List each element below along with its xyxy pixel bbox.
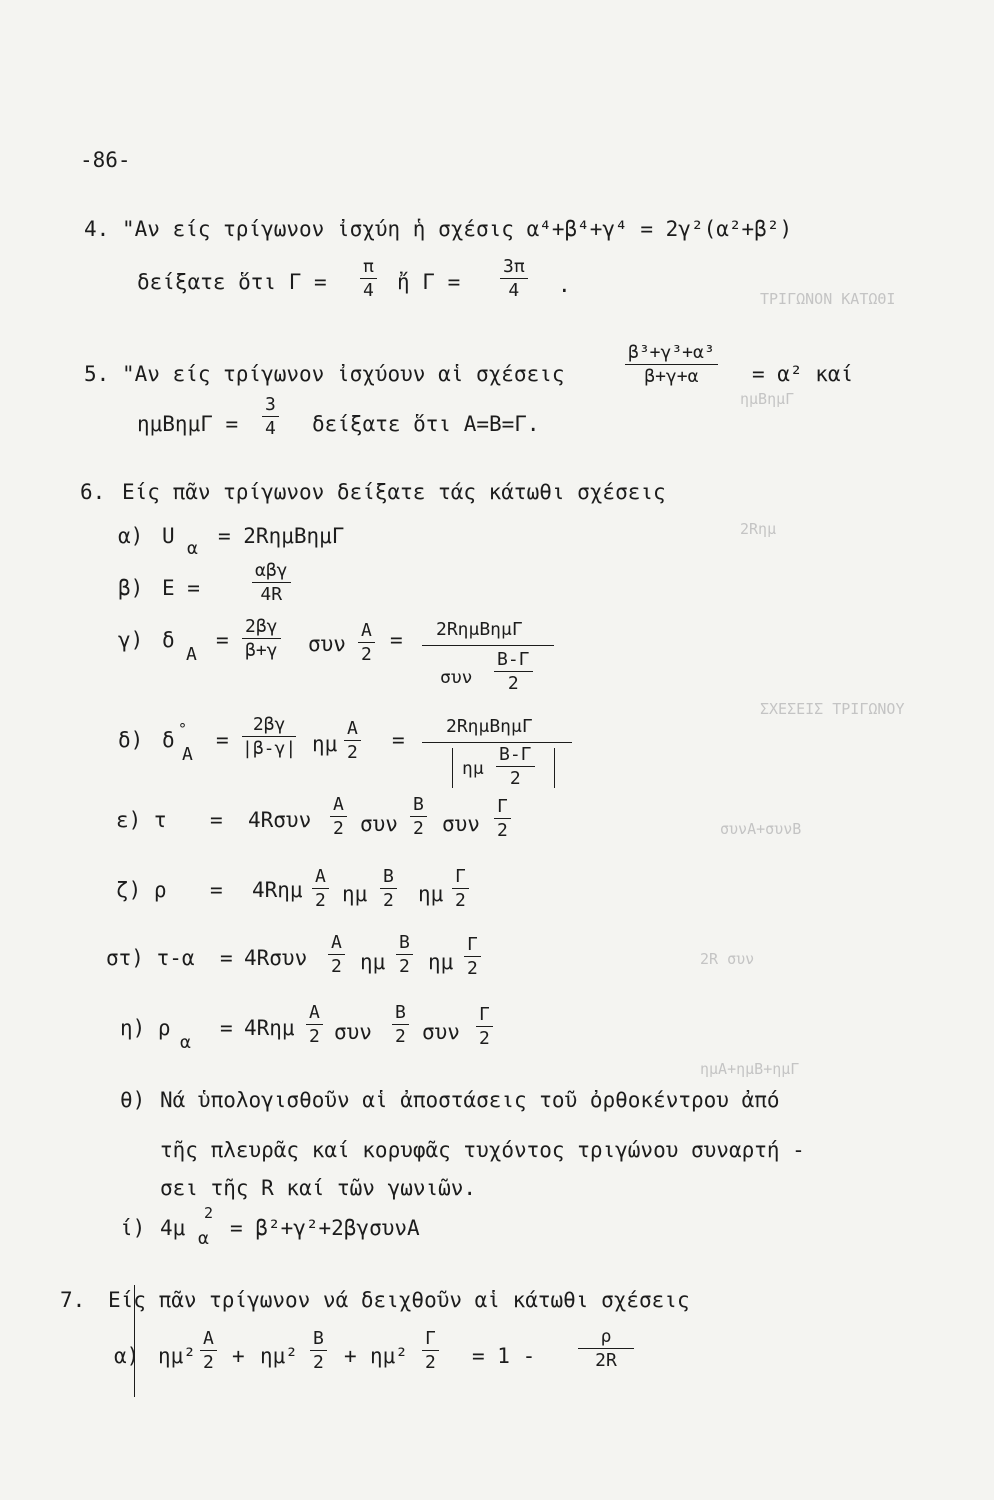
equals: =: [216, 628, 229, 652]
fraction: $\frac{B}{2}$: [392, 1004, 409, 1046]
fraction-numerator: 2RημΒημΓ: [446, 716, 533, 737]
subscript: Α: [182, 744, 193, 765]
item-label: ζ) ρ: [116, 878, 167, 902]
fraction: $\frac{\Gamma}{2}$: [464, 936, 481, 978]
problem-text: τῆς πλευρᾶς καί κορυφᾶς τυχόντος τριγώνου συναρτή -: [160, 1138, 805, 1162]
formula-term: 4Rημ: [252, 878, 303, 902]
fraction: $\frac{\Gamma}{2}$: [494, 798, 511, 840]
formula-term: 4Rσυν: [248, 808, 312, 832]
function: ημ: [360, 950, 386, 974]
item-label: δ): [118, 728, 144, 752]
subscript: Α: [186, 644, 197, 665]
fraction: $\frac{B-\Gamma}{2}$: [494, 651, 533, 693]
equals: =: [216, 728, 229, 752]
formula-lhs: U: [162, 524, 175, 548]
formula-lhs: 4μ: [160, 1216, 186, 1240]
fraction: $\frac{B}{2}$: [396, 934, 413, 976]
subscript: α: [198, 1228, 209, 1249]
item-label: στ) τ-α: [106, 946, 195, 970]
fraction: $\frac{\pi}{4}$: [360, 258, 377, 300]
item-label: α): [114, 1344, 140, 1368]
fraction: $\frac{A}{2}$: [358, 622, 375, 664]
abs-bar-right: [554, 748, 555, 788]
plus: +: [232, 1344, 245, 1368]
abs-bar-left: [452, 748, 453, 788]
fraction: $\frac{A}{2}$: [306, 1004, 323, 1046]
fraction: $\frac{A}{2}$: [200, 1330, 217, 1372]
fraction: αβγ 4R: [252, 562, 291, 604]
fraction: $\frac{\text{β³+γ³+α³}}{\beta+\gamma+\alpha}$: [625, 344, 718, 386]
function: συν: [440, 667, 473, 688]
item-label: γ): [118, 628, 144, 652]
scanned-page: ΤΡΙΓΩΝΟΝ ΚΑΤΩΘΙ ημΒημΓ 2Rημ ΣΧΕΣΕΙΣ ΤΡΙΓΩΝΟΥ συνΑ+συνΒ 2R συν ημΑ+ημΒ+ημΓ -86- 4. "Αν είς τρίγωνον ἰσχύη ἡ σχέσις α⁴+β⁴+γ⁴ = 2γ²(α²+β²) δείξατε ὅτι Γ = $\frac{\pi}{4}$ ἤ Γ = $\frac{3\pi}{4}$ . 5. "Αν είς τρίγωνον ἰσχύουν αἱ σχέσεις $\frac{\text{β³+γ³+α³}}{\beta+\gamma+\alpha}$ = α² καί ημΒημΓ = $\frac{3}{4}$ δείξατε ὅτι Α=Β=Γ. 6. Είς πᾶν τρίγωνον δείξατε τάς κάτωθι σχέσεις α) U α = 2RημΒημΓ β) Ε = αβγ 4R γ) δ Α = $\frac{2\beta\gamma}{\beta+\gamma}$ συν $\frac{A}{2}$ = 2RημΒημΓ συν $\frac{B-\Gamma}{2}$ δ) δ ° Α = $\frac{2\beta\gamma}{|\beta-\gamma|}$ ημ $\frac{A}{2}$ = 2RημΒημΓ ημ $\frac{B-\Gamma}{2}$ ε) τ = 4Rσυν $\frac{A}{2}$ συν $\frac{B}{2}$ συν $\frac{\Gamma}{2}$ ζ) ρ = 4Rημ $\frac{A}{2}$ ημ $\frac{B}{2}$ ημ $\frac{\Gamma}{2}$ στ) τ-α = 4Rσυν $\frac{A}{2}$ ημ $\frac{B}{2}$ ημ $\frac{\Gamma}{2}$ η) ρ α = 4Rημ $\frac{A}{2}$ συν $\frac{B}{2}$ συν $\frac{\Gamma}{2}$ θ) Νά ὑπολογισθοῦν αἱ ἀποστάσεις τοῦ ὀρθοκέντρου ἀπό τῆς πλευρᾶς καί κορυφᾶς τυχόντος τριγώνου συναρτή - σει τῆς R καί τῶν γωνιῶν. ί) 4μ 2 α = β²+γ²+2βγσυνΑ 7. Είς πᾶν τρίγωνον νά δειχθοῦν αἱ κάτωθι σχέσεις α) ημ² $\frac{A}{2}$ + ημ² $\frac{B}{2}$ + ημ² $\frac{\Gamma}{2}$ = 1 - $\frac{\rho}{2R}$: [0, 0, 994, 1500]
equals: =: [392, 728, 405, 752]
item-label: η) ρ: [120, 1016, 171, 1040]
equals: =: [390, 628, 403, 652]
formula-rhs: = 2RημΒημΓ: [218, 524, 345, 548]
problem-text: δείξατε ὅτι Α=Β=Γ.: [312, 412, 540, 436]
item-label: ε) τ: [116, 808, 167, 832]
function: ημ: [312, 732, 338, 756]
problem-number: 7.: [60, 1288, 86, 1312]
formula-lhs: Ε =: [162, 576, 200, 600]
formula-lhs: δ: [162, 728, 175, 752]
formula-lhs: δ: [162, 628, 175, 652]
superscript: 2: [204, 1204, 214, 1222]
fraction-bar: [422, 645, 554, 646]
function: συν: [334, 1020, 372, 1044]
function: συν: [422, 1020, 460, 1044]
fraction: $\frac{B}{2}$: [410, 796, 427, 838]
function: ημ²: [370, 1344, 408, 1368]
problem-text: σει τῆς R καί τῶν γωνιῶν.: [160, 1176, 477, 1200]
item-label: ί): [120, 1216, 146, 1240]
problem-text: ημΒημΓ =: [137, 412, 239, 436]
fraction: $\frac{2\beta\gamma}{|\beta-\gamma|}$: [242, 714, 297, 759]
fraction: $\frac{B}{2}$: [380, 868, 397, 910]
subscript: α: [187, 538, 198, 559]
problem-statement: Είς πᾶν τρίγωνον νά δειχθοῦν αἱ κάτωθι σχέσεις: [108, 1288, 690, 1312]
fraction: $\frac{\Gamma}{2}$: [422, 1330, 439, 1372]
fraction: $\frac{A}{2}$: [312, 868, 329, 910]
problem-statement: "Αν είς τρίγωνον ἰσχύη ἡ σχέσις α⁴+β⁴+γ⁴ = 2γ²(α²+β²): [122, 217, 793, 241]
equals: =: [220, 1016, 233, 1040]
problem-text: Νά ὑπολογισθοῦν αἱ ἀποστάσεις τοῦ ὀρθοκέντρου ἀπό: [160, 1088, 780, 1112]
fraction-bar: [422, 742, 572, 743]
problem-statement: "Αν είς τρίγωνον ἰσχύουν αἱ σχέσεις: [122, 362, 565, 386]
equals: =: [210, 878, 223, 902]
function: ημ²: [158, 1344, 196, 1368]
function: συν: [442, 812, 480, 836]
period: .: [558, 273, 571, 297]
formula-term: 4Rημ: [244, 1016, 295, 1040]
function: ημ: [418, 882, 444, 906]
problem-number: 6.: [80, 480, 106, 504]
equals: =: [210, 808, 223, 832]
fraction: $\frac{2\beta\gamma}{\beta+\gamma}$: [242, 618, 281, 660]
problem-text: = α² καί: [752, 362, 854, 386]
fraction: $\frac{\Gamma}{2}$: [452, 868, 469, 910]
fraction-numerator: 2RημΒημΓ: [436, 619, 523, 640]
function: ημ²: [260, 1344, 298, 1368]
function: συν: [308, 632, 346, 656]
problem-statement: Είς πᾶν τρίγωνον δείξατε τάς κάτωθι σχέσεις: [122, 480, 666, 504]
fraction: $\frac{3\pi}{4}$: [500, 258, 528, 300]
item-label: α): [118, 524, 144, 548]
formula-term: 4Rσυν: [244, 946, 308, 970]
problem-number: 5.: [84, 362, 110, 386]
fraction: $\frac{3}{4}$: [262, 396, 279, 438]
fraction: $\frac{\rho}{2R}$: [578, 1328, 634, 1370]
problem-text: ἤ Γ =: [397, 270, 461, 294]
problem-number: 4.: [84, 217, 110, 241]
fraction: $\frac{B}{2}$: [310, 1330, 327, 1372]
formula-rhs: = 1 -: [472, 1344, 536, 1368]
item-label: θ): [120, 1088, 146, 1112]
fraction: $\frac{A}{2}$: [330, 796, 347, 838]
item-label: β): [118, 576, 144, 600]
fraction: $\frac{A}{2}$: [344, 720, 361, 762]
formula-rhs: = β²+γ²+2βγσυνΑ: [230, 1216, 420, 1240]
function: ημ: [462, 758, 484, 779]
margin-line: [134, 1285, 135, 1397]
function: ημ: [428, 950, 454, 974]
function: συν: [360, 812, 398, 836]
fraction: $\frac{A}{2}$: [328, 934, 345, 976]
problem-text: δείξατε ὅτι Γ =: [137, 270, 327, 294]
page-number: -86-: [80, 148, 131, 172]
plus: +: [344, 1344, 357, 1368]
fraction: $\frac{B-\Gamma}{2}$: [496, 746, 535, 788]
subscript: α: [180, 1032, 191, 1053]
equals: =: [220, 946, 233, 970]
fraction: $\frac{\Gamma}{2}$: [476, 1006, 493, 1048]
superscript: °: [178, 720, 188, 738]
function: ημ: [342, 882, 368, 906]
